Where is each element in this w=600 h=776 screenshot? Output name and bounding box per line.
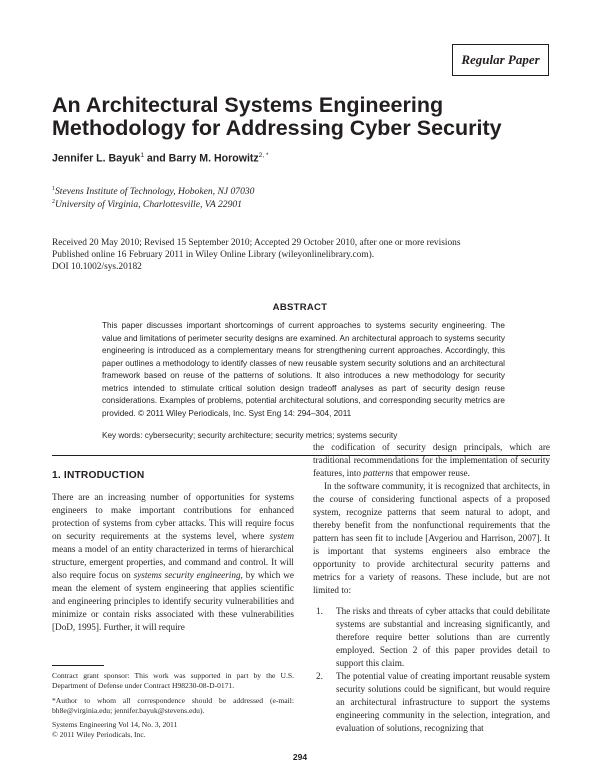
footnote-grant: Contract grant sponsor: This work was supported in part by the U.S. Department of Defense under Contract H98230-08-D-0171. — [52, 671, 294, 691]
list-item-number: 1. — [316, 606, 323, 616]
published-online: Published online 16 February 2011 in Wiley Online Library (wileyonlinelibrary.com). — [52, 250, 375, 260]
doi: DOI 10.1002/sys.20182 — [52, 262, 142, 272]
affiliation-2 — [52, 199, 242, 210]
affiliation-1-sup: 1 — [52, 186, 55, 192]
footnote-correspondence: *Author to whom all correspondence should be addressed (e-mail: bh8e@virginia.edu; jennifer.bayuk@stevens.edu). — [52, 696, 294, 716]
paper-title — [52, 94, 552, 140]
list-item-text: The risks and threats of cyber attacks that could debilitate systems are substantial and increasing significantly, and therefore require better solutions than are currently employed. Section 2 of this paper provides detail to support this claim. — [336, 606, 550, 668]
copyright: © 2011 Wiley Periodicals, Inc. — [52, 730, 146, 739]
affiliation-2-text: University of Virginia, Charlottesville, VA 22901 — [55, 199, 242, 211]
received-dates: Received 20 May 2010; Revised 15 September 2010; Accepted 29 October 2010, after one or more revisions — [52, 238, 461, 248]
keywords: Key words: cybersecurity; security architecture; security metrics; systems security — [102, 431, 398, 440]
list-item — [316, 605, 550, 670]
journal-info: Systems Engineering Vol 14, No. 3, 2011 — [52, 720, 178, 729]
title-line-2: Methodology for Addressing Cyber Security — [52, 116, 502, 140]
author-1: Jennifer L. Bayuk — [52, 152, 141, 165]
right-paragraph-2: In the software community, it is recognized that architects, in the course of considering functional aspects of a proposed system, recognize patterns that seem natural to adopt, and thereby benefit from the nonfunctional requirements that the pattern has seen fit to include [Avgeriou and Harrison, 2007]. It is important that systems engineers also embrace the opportunity to provide architectural security patterns and metrics for a variety of reasons. These include, but are not limited to: — [313, 481, 550, 595]
list-item — [316, 670, 550, 735]
intro-term-sse: systems security engineering — [133, 570, 241, 580]
column-right — [313, 441, 550, 735]
affiliation-1-text: Stevens Institute of Technology, Hoboken, NJ 07030 — [55, 186, 255, 198]
intro-text-a: There are an increasing number of opportunities for systems engineers to make important contributions for enhanced protection of systems from cyber attacks. This will require focus on security requirements at the systems level, where — [52, 492, 294, 541]
affiliation-2-sup: 2 — [52, 199, 55, 205]
intro-term-system: system — [269, 531, 294, 541]
list-item-text: The potential value of creating important reusable system security solutions could be significant, but would require an architectural infrastructure to support the systems engineering community in the selection, integration, and evaluation of solutions, recognizing that — [336, 671, 550, 733]
reasons-list — [316, 605, 550, 735]
title-line-1: An Architectural Systems Engineering — [52, 93, 444, 117]
affiliation-1 — [52, 186, 254, 197]
abstract-text: This paper discusses important shortcomings of current approaches to systems security engineering. The value and limitations of perimeter security designs are examined. An architectural approach to systems security engineering is introduced as a complementary means for strengthening current approaches. Accordingly, this paper outlines a methodology to identify classes of new reusable system security solutions and an architectural framework based on reuse of the patterns of solutions. It also introduces a new methodology for security metrics intended to stimulate critical solution design tradeoff analyses as part of security design reuse considerations. Examples of problems, potential architectural solutions, and corresponding security metrics are provided. © 2011 Wiley Periodicals, Inc. Syst Eng 14: 294–304, 2011 — [102, 321, 505, 418]
right-text-b: that empower reuse. — [393, 468, 470, 478]
author-2-affil: 2, * — [258, 152, 269, 159]
author-1-affil: 1 — [140, 152, 144, 159]
author-connector: and — [143, 152, 169, 165]
abstract-heading: ABSTRACT — [272, 302, 328, 313]
right-text-a: the codification of security design principals, which are traditional recommendations for the implementation of security features, into — [313, 442, 550, 478]
intro-paragraph-1 — [52, 491, 294, 634]
column-left — [52, 491, 294, 634]
paper-type-badge: Regular Paper — [452, 44, 549, 76]
author-list — [52, 152, 269, 165]
right-term-patterns: patterns — [363, 468, 394, 478]
right-paragraph-1 — [313, 441, 550, 480]
intro-text-b: means a model of an entity characterized in terms of hierarchical structure, emergent properties, and command and control. It will also require focus on — [52, 544, 294, 580]
author-2: Barry M. Horowitz — [168, 152, 259, 165]
intro-text-c: , by which we mean the element of system engineering that applies scientific and engineering principles to identify security vulnerabilities and minimize or contain risks associated with these vulnerabilities [DoD, 1995]. Further, it will require — [52, 570, 294, 632]
list-item-number: 2. — [316, 671, 323, 681]
footnote-divider — [52, 665, 104, 666]
section-heading-introduction: 1. INTRODUCTION — [52, 470, 145, 481]
page-number: 294 — [292, 752, 308, 762]
